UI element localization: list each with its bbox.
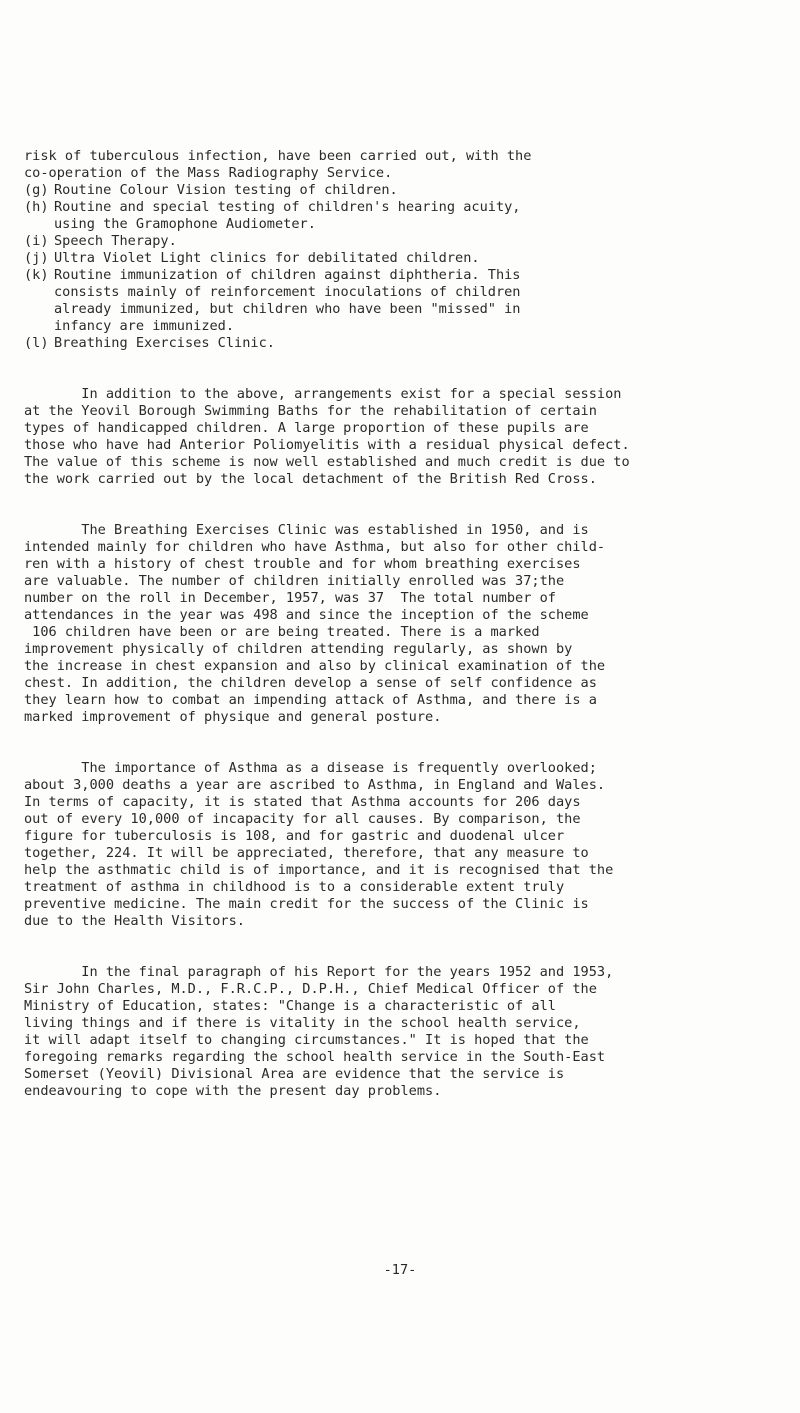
text-line: risk of tuberculous infection, have been carried out, with the [24,148,532,164]
item-text: Routine and special testing of children's hearing acuity, [54,199,521,215]
text-line: types of handicapped children. A large proportion of these pupils are [24,420,589,436]
text-line: The Breathing Exercises Clinic was established in 1950, and is [24,522,589,538]
text-line: Sir John Charles, M.D., F.R.C.P., D.P.H., Chief Medical Officer of the [24,981,597,997]
text-line: they learn how to combat an impending attack of Asthma, and there is a [24,692,597,708]
text-line: attendances in the year was 498 and since the inception of the scheme [24,607,589,623]
text-line: co-operation of the Mass Radiography Service. [24,165,393,181]
text-line: Ministry of Education, states: "Change is a characteristic of all [24,998,556,1014]
item-label: (l) [24,335,49,351]
text-line: about 3,000 deaths a year are ascribed to Asthma, in England and Wales. [24,777,606,793]
text-line: Somerset (Yeovil) Divisional Area are evidence that the service is [24,1066,565,1082]
text-line: In terms of capacity, it is stated that Asthma accounts for 206 days [24,794,581,810]
paragraph-breathing-clinic [24,522,784,726]
item-text: using the Gramophone Audiometer. [54,216,316,232]
paragraph-swimming-baths [24,386,784,488]
item-text: Routine Colour Vision testing of children. [54,182,398,198]
text-line: living things and if there is vitality in the school health service, [24,1015,581,1031]
text-line: together, 224. It will be appreciated, therefore, that any measure to [24,845,589,861]
list-item-l [24,335,784,352]
text-line: it will adapt itself to changing circumstances." It is hoped that the [24,1032,589,1048]
item-label: (j) [24,250,49,266]
text-line: those who have had Anterior Poliomyelitis with a residual physical defect. [24,437,630,453]
text-line: figure for tuberculosis is 108, and for gastric and duodenal ulcer [24,828,565,844]
text-line: The importance of Asthma as a disease is frequently overlooked; [24,760,597,776]
text-line: In addition to the above, arrangements exist for a special session [24,386,622,402]
text-line: the work carried out by the local detachment of the British Red Cross. [24,471,597,487]
item-text: consists mainly of reinforcement inoculations of children [54,284,521,300]
list-item-g [24,182,784,199]
item-label: (h) [24,199,49,215]
text-line: intended mainly for children who have Asthma, but also for other child- [24,539,606,555]
document-page [24,148,784,1100]
item-label: (i) [24,233,49,249]
intro-text [24,148,784,182]
item-text: already immunized, but children who have been "missed" in [54,301,521,317]
text-line: 106 children have been or are being treated. There is a marked [24,624,540,640]
text-line: treatment of asthma in childhood is to a considerable extent truly [24,879,565,895]
list-item-i [24,233,784,250]
text-line: number on the roll in December, 1957, was 37 The total number of [24,590,556,606]
text-line: endeavouring to cope with the present day problems. [24,1083,442,1099]
item-text: Ultra Violet Light clinics for debilitated children. [54,250,480,266]
text-line: preventive medicine. The main credit for the success of the Clinic is [24,896,589,912]
text-line: improvement physically of children attending regularly, as shown by [24,641,573,657]
text-line: out of every 10,000 of incapacity for all causes. By comparison, the [24,811,581,827]
item-text: Breathing Exercises Clinic. [54,335,275,351]
text-line: at the Yeovil Borough Swimming Baths for the rehabilitation of certain [24,403,597,419]
text-line: due to the Health Visitors. [24,913,245,929]
list-item-k [24,267,784,284]
text-line: the increase in chest expansion and also by clinical examination of the [24,658,606,674]
text-line: are valuable. The number of children initially enrolled was 37;the [24,573,565,589]
page-number: -17- [383,1262,417,1278]
item-text: infancy are immunized. [54,318,235,334]
item-label: (k) [24,267,49,283]
paragraph-final-report [24,964,784,1100]
list-item-j [24,250,784,267]
list-item-h [24,199,784,216]
item-label: (g) [24,182,49,198]
text-line: marked improvement of physique and general posture. [24,709,442,725]
text-line: help the asthmatic child is of importance, and it is recognised that the [24,862,614,878]
text-line: foregoing remarks regarding the school health service in the South-East [24,1049,606,1065]
item-text: Speech Therapy. [54,233,177,249]
paragraph-asthma-importance [24,760,784,930]
text-line: ren with a history of chest trouble and for whom breathing exercises [24,556,581,572]
text-line: The value of this scheme is now well established and much credit is due to [24,454,630,470]
text-line: chest. In addition, the children develop a sense of self confidence as [24,675,597,691]
text-line: In the final paragraph of his Report for the years 1952 and 1953, [24,964,614,980]
item-text: Routine immunization of children against diphtheria. This [54,267,521,283]
service-list [24,182,784,352]
